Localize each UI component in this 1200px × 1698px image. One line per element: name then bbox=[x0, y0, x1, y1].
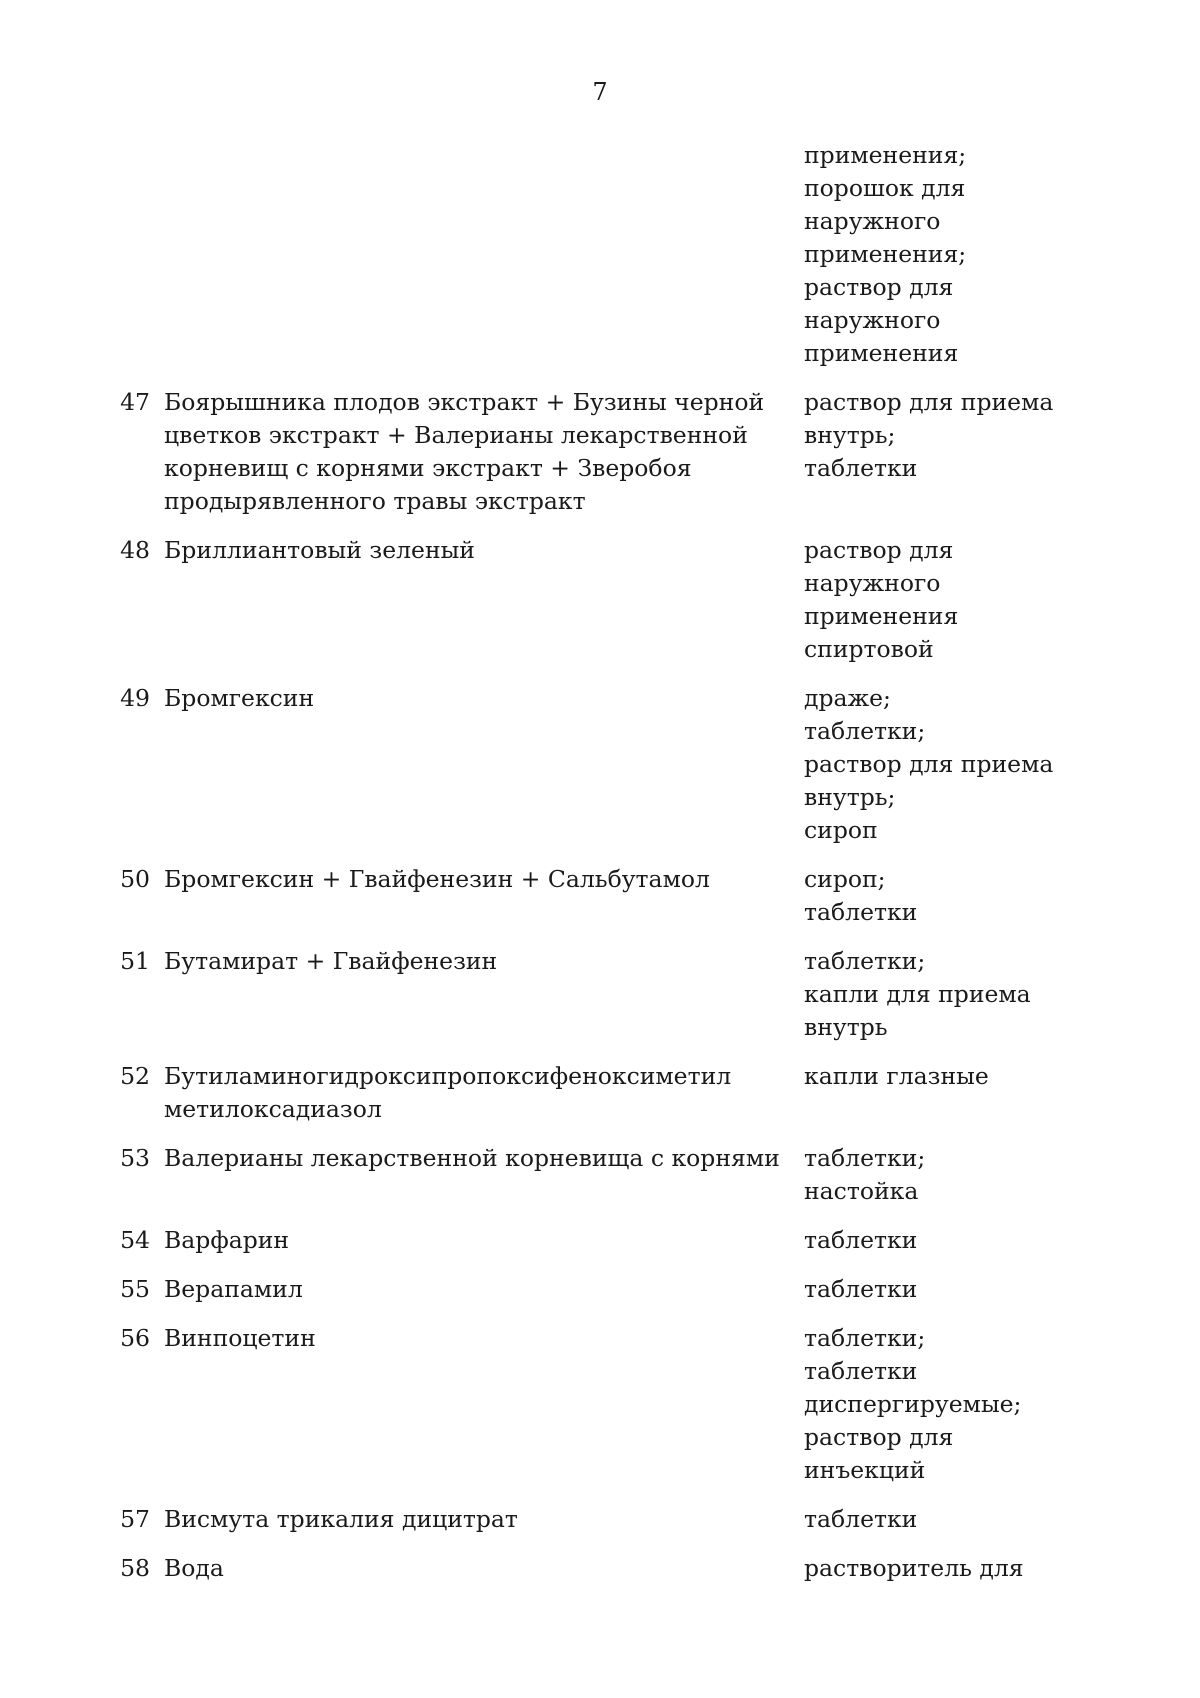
dosage-form-line: таблетки; bbox=[804, 717, 926, 745]
dosage-forms bbox=[804, 1142, 1064, 1208]
drug-name-line: Винпоцетин bbox=[164, 1324, 316, 1352]
dosage-form-line: таблетки bbox=[804, 454, 918, 482]
table-row bbox=[0, 1552, 1200, 1585]
drug-name bbox=[164, 1060, 794, 1126]
row-number: 56 bbox=[120, 1324, 150, 1352]
table-row bbox=[0, 863, 1200, 929]
drug-name bbox=[164, 1142, 794, 1175]
table-row bbox=[0, 1273, 1200, 1306]
dosage-form-line: капли для приема bbox=[804, 980, 1031, 1008]
drug-name-line: Висмута трикалия дицитрат bbox=[164, 1505, 518, 1533]
table-row bbox=[0, 386, 1200, 518]
dosage-form-line: применения; bbox=[804, 240, 967, 268]
row-number: 51 bbox=[120, 947, 150, 975]
drug-name-line: Верапамил bbox=[164, 1275, 303, 1303]
row-number: 50 bbox=[120, 865, 150, 893]
dosage-form-line: внутрь bbox=[804, 1013, 888, 1041]
drug-name-line: метилоксадиазол bbox=[164, 1095, 382, 1123]
row-number: 55 bbox=[120, 1275, 150, 1303]
dosage-forms bbox=[804, 1322, 1064, 1487]
drug-name bbox=[164, 1503, 794, 1536]
row-number: 52 bbox=[120, 1062, 150, 1090]
dosage-form-line: применения; bbox=[804, 141, 967, 169]
dosage-form-line: диспергируемые; bbox=[804, 1390, 1022, 1418]
drug-name bbox=[164, 682, 794, 715]
table-row bbox=[0, 1322, 1200, 1487]
row-number: 57 bbox=[120, 1505, 150, 1533]
dosage-form-line: таблетки bbox=[804, 1357, 918, 1385]
dosage-forms bbox=[804, 1552, 1064, 1585]
dosage-form-line: растворитель для bbox=[804, 1554, 1024, 1582]
dosage-forms bbox=[804, 534, 1064, 666]
dosage-form-line: наружного bbox=[804, 569, 941, 597]
table-row bbox=[0, 682, 1200, 847]
dosage-forms bbox=[804, 1503, 1064, 1536]
drug-name bbox=[164, 1552, 794, 1585]
row-number: 58 bbox=[120, 1554, 150, 1582]
table-row bbox=[0, 945, 1200, 1044]
drug-name bbox=[164, 863, 794, 896]
drug-name bbox=[164, 1273, 794, 1306]
dosage-forms bbox=[804, 1060, 1064, 1093]
drug-name-line: Вода bbox=[164, 1554, 224, 1582]
drug-list bbox=[0, 139, 1200, 1601]
row-number: 53 bbox=[120, 1144, 150, 1172]
dosage-form-line: внутрь; bbox=[804, 783, 896, 811]
dosage-forms bbox=[804, 386, 1064, 485]
dosage-form-line: раствор для приема bbox=[804, 388, 1054, 416]
dosage-form-line: таблетки bbox=[804, 1505, 918, 1533]
row-number: 48 bbox=[120, 536, 150, 564]
table-row bbox=[0, 1142, 1200, 1208]
dosage-forms bbox=[804, 945, 1064, 1044]
dosage-form-line: раствор для приема bbox=[804, 750, 1054, 778]
page-number: 7 bbox=[592, 78, 608, 106]
dosage-form-line: наружного bbox=[804, 306, 941, 334]
dosage-form-line: настойка bbox=[804, 1177, 919, 1205]
dosage-form-line: спиртовой bbox=[804, 635, 934, 663]
dosage-form-line: раствор для bbox=[804, 273, 954, 301]
drug-name-line: корневищ с корнями экстракт + Зверобоя bbox=[164, 454, 692, 482]
dosage-forms bbox=[804, 139, 1064, 370]
dosage-form-line: применения bbox=[804, 339, 959, 367]
drug-name-line: продырявленного травы экстракт bbox=[164, 487, 586, 515]
dosage-forms bbox=[804, 1273, 1064, 1306]
drug-name bbox=[164, 945, 794, 978]
drug-name-line: Бромгексин bbox=[164, 684, 315, 712]
table-row bbox=[0, 1503, 1200, 1536]
dosage-form-line: драже; bbox=[804, 684, 891, 712]
dosage-form-line: инъекций bbox=[804, 1456, 926, 1484]
dosage-form-line: таблетки bbox=[804, 1226, 918, 1254]
dosage-form-line: применения bbox=[804, 602, 959, 630]
dosage-forms bbox=[804, 1224, 1064, 1257]
drug-name-line: Бутамират + Гвайфенезин bbox=[164, 947, 498, 975]
row-number: 49 bbox=[120, 684, 150, 712]
dosage-form-line: внутрь; bbox=[804, 421, 896, 449]
drug-name-line: Бромгексин + Гвайфенезин + Сальбутамол bbox=[164, 865, 710, 893]
rows-container bbox=[0, 386, 1200, 1585]
table-row bbox=[0, 1224, 1200, 1257]
dosage-form-line: раствор для bbox=[804, 536, 954, 564]
dosage-form-line: раствор для bbox=[804, 1423, 954, 1451]
drug-name bbox=[164, 534, 794, 567]
drug-name-line: Варфарин bbox=[164, 1226, 290, 1254]
table-row bbox=[0, 534, 1200, 666]
drug-name-line: цветков экстракт + Валерианы лекарственной bbox=[164, 421, 748, 449]
dosage-form-line: таблетки bbox=[804, 1275, 918, 1303]
dosage-form-line: капли глазные bbox=[804, 1062, 989, 1090]
dosage-form-line: порошок для bbox=[804, 174, 966, 202]
row-number: 47 bbox=[120, 388, 150, 416]
dosage-form-line: таблетки; bbox=[804, 947, 926, 975]
continuation-row bbox=[0, 139, 1200, 370]
dosage-form-line: наружного bbox=[804, 207, 941, 235]
dosage-forms bbox=[804, 682, 1064, 847]
dosage-form-line: сироп bbox=[804, 816, 878, 844]
dosage-form-line: таблетки; bbox=[804, 1324, 926, 1352]
dosage-form-line: сироп; bbox=[804, 865, 886, 893]
drug-name-line: Бутиламиногидроксипропоксифеноксиметил bbox=[164, 1062, 732, 1090]
dosage-form-line: таблетки; bbox=[804, 1144, 926, 1172]
drug-name-line: Боярышника плодов экстракт + Бузины черной bbox=[164, 388, 765, 416]
drug-name bbox=[164, 1224, 794, 1257]
drug-name bbox=[164, 386, 794, 518]
table-row bbox=[0, 1060, 1200, 1126]
drug-name bbox=[164, 1322, 794, 1355]
drug-name-line: Валерианы лекарственной корневища с корнями bbox=[164, 1144, 780, 1172]
drug-name-line: Бриллиантовый зеленый bbox=[164, 536, 475, 564]
row-number: 54 bbox=[120, 1226, 150, 1254]
dosage-form-line: таблетки bbox=[804, 898, 918, 926]
dosage-forms bbox=[804, 863, 1064, 929]
